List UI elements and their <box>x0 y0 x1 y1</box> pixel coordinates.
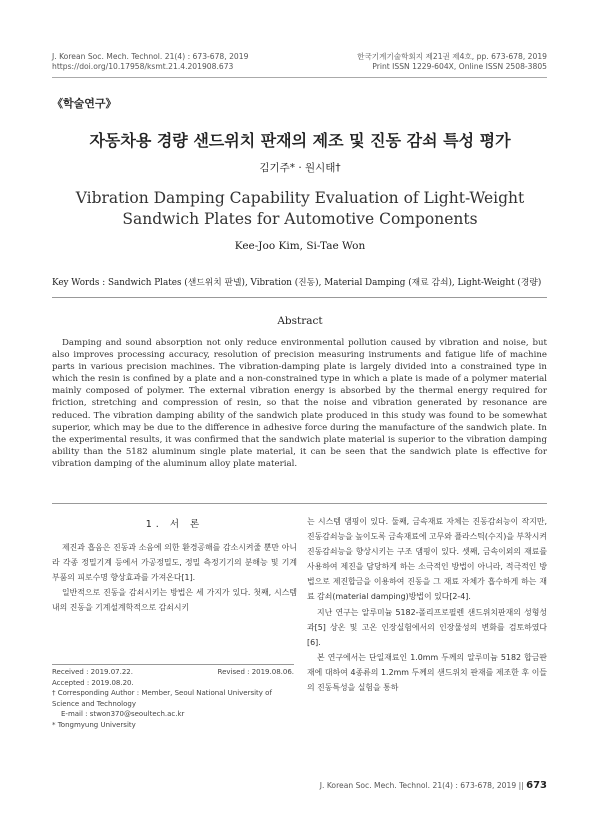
date-row <box>52 667 294 678</box>
running-header-left <box>52 52 248 72</box>
keywords-list: Sandwich Plates (샌드위치 판넬), Vibration (진동), Material Damping (재료 감쇠), Light-Weight (경량) <box>107 278 542 288</box>
body-paragraph: 일반적으로 진동을 감쇠시키는 방법은 세 가지가 있다. 첫째, 시스템내의 진동을 기계설계학적으로 감쇠시키 <box>52 588 297 613</box>
abstract-heading: Abstract <box>277 315 323 327</box>
keywords-divider <box>52 297 547 298</box>
article-category: 《학술연구》 <box>52 97 117 110</box>
author-email[interactable]: E-mail : stwon370@seoultech.ac.kr <box>61 710 185 719</box>
body-column-right <box>307 514 547 695</box>
title-english <box>0 188 600 230</box>
body-column-left <box>52 516 297 615</box>
keywords <box>52 277 547 289</box>
title-korean: 자동차용 경량 샌드위치 판재의 제조 및 진동 감쇠 특성 평가 <box>89 131 511 150</box>
keywords-label: Key Words : <box>52 278 108 288</box>
page-footer <box>320 780 547 791</box>
received-date: Received : 2019.07.22. <box>52 668 133 676</box>
page-number: 673 <box>526 780 547 791</box>
body-paragraph: 는 시스템 댐핑이 있다. 둘째, 금속재료 자체는 진동감쇠능이 작지만, 진동감쇠능을 높이도록 금속재료에 고무와 플라스틱(수지)을 부착시켜 진동감쇠능을 향상시키는 구조 댐핑이 있다. 셋째, 금속이외의 재료를 사용하여 제진을 담당하게 하는 소극적인 방법이 아니라, 적극적인 방법으로 제진합금을 이용하여 진동을 그 재료 자체가 흡수하게 하는 재료 감쇠(material damping)방법이 있다[2-4]. <box>307 517 547 602</box>
authors-english: Kee-Joo Kim, Si-Tae Won <box>234 240 366 252</box>
corresponding-author: † Corresponding Author : Member, Seoul National University of Science and Technology <box>52 689 272 708</box>
header-divider <box>52 77 547 78</box>
body-paragraph: 본 연구에서는 단일재료인 1.0mm 두께의 알루미늄 5182 합금판재에 대하여 4종류의 1.2mm 두께의 샌드위치 판재를 제조한 후 이들의 진동특성을 실험을 통하 <box>307 652 547 693</box>
footnotes <box>52 667 294 731</box>
title-english-line1: Vibration Damping Capability Evaluation of Light-Weight <box>75 189 525 207</box>
footer-citation: J. Korean Soc. Mech. Technol. 21(4) : 673-678, 2019 || <box>319 781 524 790</box>
footnote-divider <box>52 664 294 665</box>
abstract-body: Damping and sound absorption not only reduce environmental pollution caused by vibration and noise, but also improves processing accuracy, resolution of precision measuring instruments and fatigue life of machine parts in various precision machines. The vibration-damping plate is largely divided into a constrained type in which the resin is confined by a plate and a non-constrained type in which a plate is made of a polymer material mainly composed of polymer. The external vibration energy is absorbed by the thermal energy required for friction, stretching and compression of resin, so that the noise and vibration generated by resonance are reduced. The vibration damping ability of the sandwich plate produced in this study was found to be somewhat superior, which may be due to the difference in adhesive force during the manufacture of the sandwich plate. In the experimental results, it was confirmed that the sandwich plate material is superior to the vibration damping ability than the 5182 aluminum single plate material, it can be seen that the sandwich plate is effective for vibration damping of the aluminum alloy plate material. <box>52 338 547 469</box>
issn-info: Print ISSN 1229-604X, Online ISSN 2508-3805 <box>372 62 547 71</box>
body-paragraph: 제진과 흡음은 진동과 소음에 의한 환경공해를 감소시켜줄 뿐만 아니라 각종 정밀기계 등에서 가공정밀도, 정밀 측정기기의 분해능 및 기계부품의 피로수명 향상효과를 가져온다[1]. <box>52 543 297 583</box>
authors-korean: 김기주* · 원시태† <box>259 162 341 174</box>
running-header-right <box>357 52 547 72</box>
section-heading-introduction: 1. 서 론 <box>145 519 204 530</box>
abstract-divider <box>52 503 547 504</box>
accepted-date: Accepted : 2019.08.20. <box>52 678 134 687</box>
title-english-line2: Sandwich Plates for Automotive Components <box>122 210 478 228</box>
affiliation-note: * Tongmyung University <box>52 720 136 729</box>
revised-date: Revised : 2019.08.06. <box>217 668 294 676</box>
doi-link[interactable]: https://doi.org/10.17958/ksmt.21.4.201908.673 <box>52 62 234 71</box>
body-paragraph: 지난 연구는 알루미늄 5182-폴리프로필렌 샌드위치판재의 성형성과[5] 상온 및 고온 인장실험에서의 인장물성의 변화를 검토하였다[6]. <box>307 607 547 647</box>
journal-citation: J. Korean Soc. Mech. Technol. 21(4) : 673-678, 2019 <box>52 52 249 61</box>
journal-citation-ko: 한국기계기술학회지 제21권 제4호, pp. 673-678, 2019 <box>357 52 547 61</box>
